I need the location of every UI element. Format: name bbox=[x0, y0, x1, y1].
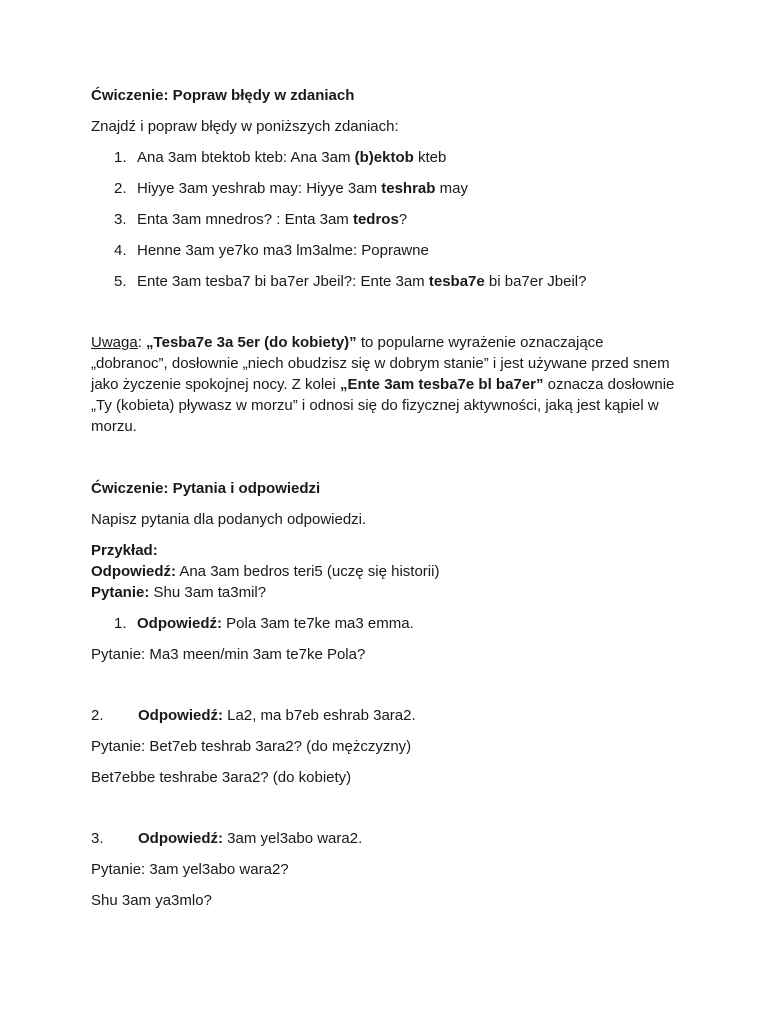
list-item: 4. Henne 3am ye7ko ma3 lm3alme: Poprawne bbox=[114, 242, 429, 259]
note-label: Uwaga bbox=[91, 334, 138, 351]
note-paragraph: Uwaga: „Tesba7e 3a 5er (do kobiety)” to popularne wyrażenie oznaczające „dobranoc”, dosłownie „niech obudzisz się w dobrym stanie” i jest używane przed snem jako życzenie spokojnej nocy. Z kolei „Ente 3am tesba7e bl ba7er” oznacza dosłownie „Ty (kobieta) pływasz w morzu” i odnosi się do fizycznej aktywności, jaką jest kąpiel w morzu. bbox=[91, 334, 675, 435]
exercise2-title: Ćwiczenie: Pytania i odpowiedzi bbox=[91, 480, 321, 497]
list-item: 3. Odpowiedź: 3am yel3abo wara2. bbox=[91, 830, 363, 847]
example-answer: Odpowiedź: Ana 3am bedros teri5 (uczę się historii) bbox=[91, 563, 440, 580]
list-item: 3. Enta 3am mnedros? : Enta 3am tedros? bbox=[114, 211, 408, 228]
exercise1-title: Ćwiczenie: Popraw błędy w zdaniach bbox=[91, 87, 355, 104]
list-item: 5. Ente 3am tesba7 bi ba7er Jbeil?: Ente 3am tesba7e bi ba7er Jbeil? bbox=[114, 273, 587, 290]
example-question: Pytanie: Shu 3am ta3mil? bbox=[91, 584, 267, 601]
list-item: 2. Odpowiedź: La2, ma b7eb eshrab 3ara2. bbox=[91, 707, 416, 724]
exercise1-instruction: Znajdź i popraw błędy w poniższych zdaniach: bbox=[91, 118, 399, 135]
question-1: Pytanie: Ma3 meen/min 3am te7ke Pola? bbox=[91, 646, 366, 663]
list-item: 2. Hiyye 3am yeshrab may: Hiyye 3am teshrab may bbox=[114, 180, 468, 197]
question-3-alt: Shu 3am ya3mlo? bbox=[91, 892, 212, 909]
list-item: 1. Odpowiedź: Pola 3am te7ke ma3 emma. bbox=[114, 615, 414, 632]
question-2: Pytanie: Bet7eb teshrab 3ara2? (do mężczyzny) bbox=[91, 738, 412, 755]
question-3: Pytanie: 3am yel3abo wara2? bbox=[91, 861, 289, 878]
exercise2-instruction: Napisz pytania dla podanych odpowiedzi. bbox=[91, 511, 367, 528]
question-2-alt: Bet7ebbe teshrabe 3ara2? (do kobiety) bbox=[91, 769, 352, 786]
example-label: Przykład: bbox=[91, 542, 158, 559]
list-item: 1. Ana 3am btektob kteb: Ana 3am (b)ektob kteb bbox=[114, 149, 447, 166]
